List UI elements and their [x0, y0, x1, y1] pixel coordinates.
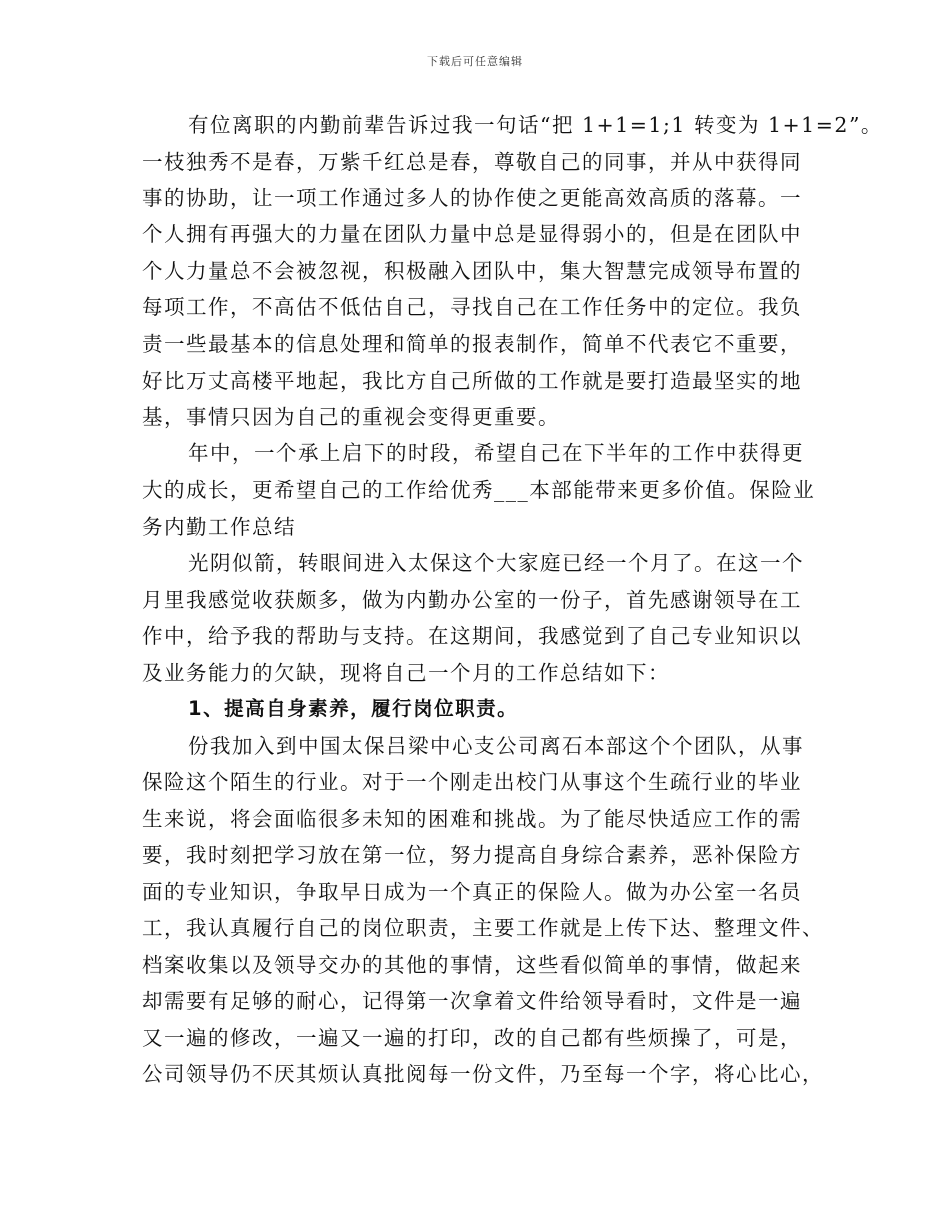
paragraph-line: 有位离职的内勤前辈告诉过我一句话“把 1+1=1;1 转变为 1+1=2”。 — [188, 113, 883, 137]
paragraph-line: 基，事情只因为自己的重视会变得更重要。 — [142, 405, 560, 429]
paragraph-line: 事的协助，让一项工作通过多人的协作使之更能高效高质的落幕。一 — [142, 186, 802, 210]
paragraph-line: 个人拥有再强大的力量在团队力量中总是显得弱小的，但是在团队中 — [142, 222, 802, 246]
paragraph-line: 责一些最基本的信息处理和简单的报表制作，简单不代表它不重要， — [142, 332, 802, 356]
section-heading: 1、提高自身素养，履行岗位职责。 — [188, 697, 519, 720]
paragraph-line: 要，我时刻把学习放在第一位，努力提高自身综合素养，恶补保险方 — [142, 843, 802, 867]
paragraph-line: 生来说，将会面临很多未知的困难和挑战。为了能尽快适应工作的需 — [142, 807, 802, 831]
paragraph-line: 年中，一个承上启下的时段，希望自己在下半年的工作中获得更 — [188, 441, 804, 465]
header-note: 下载后可任意编辑 — [427, 55, 523, 68]
paragraph-line: 又一遍的修改，一遍又一遍的打印，改的自己都有些烦操了，可是， — [142, 1026, 802, 1050]
paragraph-line: 好比万丈高楼平地起，我比方自己所做的工作就是要打造最坚实的地 — [142, 369, 802, 393]
paragraph-line: 个人力量总不会被忽视，积极融入团队中，集大智慧完成领导布置的 — [142, 259, 802, 283]
paragraph-line: 工，我认真履行自己的岗位职责，主要工作就是上传下达、整理文件、 — [142, 916, 824, 940]
paragraph-line: 作中，给予我的帮助与支持。在这期间，我感觉到了自己专业知识以 — [142, 624, 802, 648]
paragraph-line: 务内勤工作总结 — [142, 515, 296, 539]
paragraph-line: 大的成长，更希望自己的工作给优秀___本部能带来更多价值。保险业 — [142, 478, 816, 502]
paragraph-line: 却需要有足够的耐心，记得第一次拿着文件给领导看时，文件是一遍 — [142, 989, 802, 1013]
paragraph-line: 档案收集以及领导交办的其他的事情，这些看似简单的事情，做起来 — [142, 953, 802, 977]
paragraph-line: 一枝独秀不是春，万紫千红总是春，尊敬自己的同事，并从中获得同 — [142, 150, 802, 174]
paragraph-line: 光阴似箭，转眼间进入太保这个大家庭已经一个月了。在这一个 — [188, 551, 804, 575]
paragraph-line: 面的专业知识，争取早日成为一个真正的保险人。做为办公室一名员 — [142, 880, 802, 904]
paragraph-line: 每项工作，不高估不低估自己，寻找自己在工作任务中的定位。我负 — [142, 295, 802, 319]
paragraph-line: 份我加入到中国太保吕梁中心支公司离石本部这个个团队，从事 — [188, 734, 804, 758]
paragraph-line: 公司领导仍不厌其烦认真批阅每一份文件，乃至每一个字，将心比心， — [142, 1062, 824, 1086]
paragraph-line: 及业务能力的欠缺，现将自己一个月的工作总结如下： — [142, 661, 670, 685]
paragraph-line: 保险这个陌生的行业。对于一个刚走出校门从事这个生疏行业的毕业 — [142, 770, 802, 794]
paragraph-line: 月里我感觉收获颇多，做为内勤办公室的一份子，首先感谢领导在工 — [142, 588, 802, 612]
